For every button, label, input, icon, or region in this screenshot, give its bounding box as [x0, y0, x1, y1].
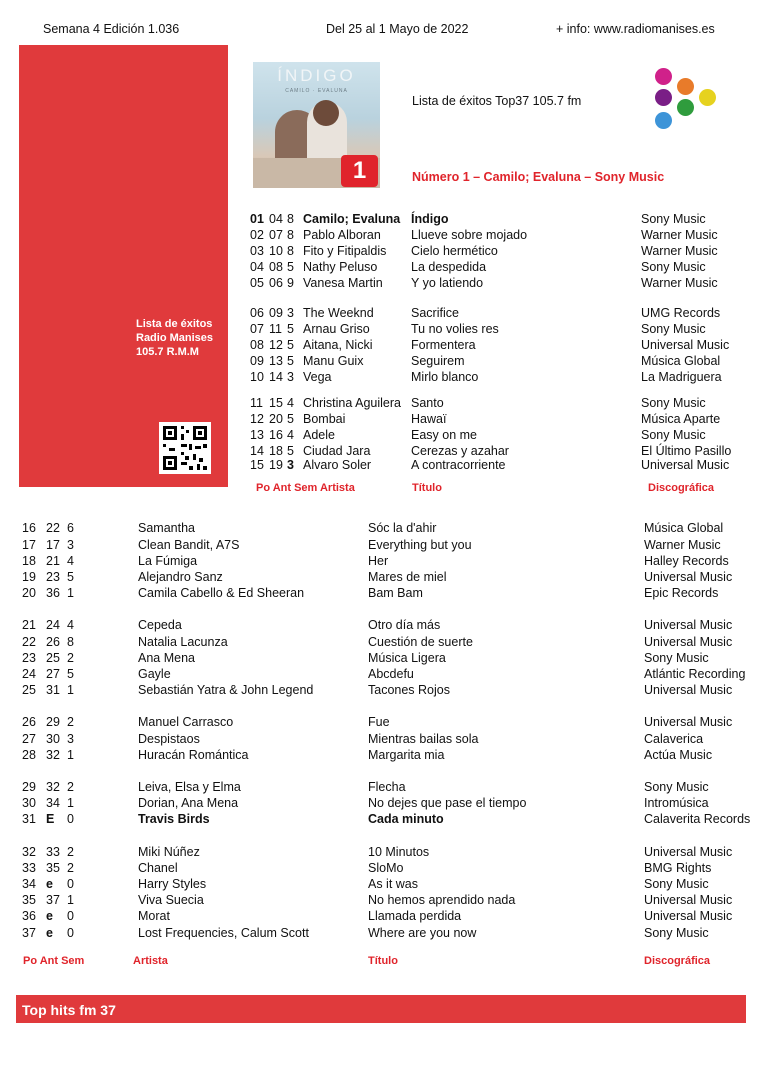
table-row — [22, 861, 757, 876]
table-row — [250, 322, 720, 337]
row-title: 10 Minutos — [368, 845, 430, 859]
row-artist: Manu Guix — [303, 354, 364, 368]
row-title: A contracorriente — [411, 458, 506, 472]
row-position: 27 — [22, 732, 36, 746]
row-label: Sony Music — [644, 780, 709, 794]
row-position: 14 — [250, 444, 264, 458]
date-range: Del 25 al 1 Mayo de 2022 — [326, 22, 469, 36]
row-position: 32 — [22, 845, 36, 859]
row-weeks: 5 — [287, 354, 294, 368]
row-weeks: 2 — [67, 715, 74, 729]
table-row — [250, 276, 720, 291]
table-row — [22, 538, 757, 553]
row-previous: 21 — [46, 554, 60, 568]
table-row — [22, 796, 757, 811]
row-previous: 37 — [46, 893, 60, 907]
row-artist: Samantha — [138, 521, 195, 535]
row-label: Actúa Music — [644, 748, 713, 762]
row-label: Sony Music — [641, 212, 706, 226]
chart-label: Lista de éxitos Top37 105.7 fm — [412, 94, 582, 108]
row-artist: Aitana, Nicki — [303, 338, 373, 352]
cover-figure — [313, 100, 339, 126]
row-weeks: 3 — [287, 306, 294, 320]
logo-dot — [655, 112, 672, 129]
album-cover-title: ÍNDIGO — [277, 66, 356, 85]
row-title: Margarita mia — [368, 748, 445, 762]
row-label: Sony Music — [641, 322, 706, 336]
row-label: Universal Music — [644, 715, 733, 729]
row-position: 11 — [250, 396, 263, 410]
row-position: 08 — [250, 338, 264, 352]
row-label: Atlántic Recording — [644, 667, 746, 681]
table-row — [22, 893, 757, 908]
row-label: Universal Music — [641, 458, 730, 472]
row-position: 01 — [250, 212, 264, 226]
row-previous: 19 — [269, 458, 283, 472]
row-artist: Viva Suecia — [138, 893, 204, 907]
row-label: Sony Music — [644, 651, 709, 665]
row-weeks: 1 — [67, 796, 74, 810]
row-label: Música Aparte — [641, 412, 721, 426]
row-position: 22 — [22, 635, 36, 649]
row-previous: 20 — [269, 412, 283, 426]
row-previous: 26 — [46, 635, 60, 649]
table-row — [250, 354, 720, 369]
table-row — [250, 260, 720, 275]
row-position: 07 — [250, 322, 264, 336]
row-artist: Fito y Fitipaldis — [303, 244, 387, 258]
row-label: Universal Music — [644, 570, 733, 584]
row-artist: Huracán Romántica — [138, 748, 249, 762]
row-previous: 33 — [46, 845, 60, 859]
row-position: 10 — [250, 370, 264, 384]
row-title: Bam Bam — [368, 586, 423, 600]
row-weeks: 4 — [67, 618, 74, 632]
row-label: Warner Music — [644, 538, 721, 552]
row-label: Universal Music — [644, 845, 733, 859]
table-row — [22, 554, 757, 569]
logo-dot — [677, 78, 694, 95]
row-position: 20 — [22, 586, 36, 600]
table-row — [250, 244, 720, 259]
row-position: 37 — [22, 926, 36, 940]
table-row — [22, 812, 757, 827]
row-previous: E — [46, 812, 55, 826]
row-previous: 34 — [46, 796, 60, 810]
rest-col-label: Discográfica — [644, 955, 711, 967]
row-title: As it was — [368, 877, 419, 891]
table-row — [22, 570, 757, 585]
row-title: Llamada perdida — [368, 909, 462, 923]
row-previous: 35 — [46, 861, 60, 875]
row-previous: 08 — [269, 260, 283, 274]
row-artist: Vega — [303, 370, 332, 384]
row-artist: Morat — [138, 909, 170, 923]
number-one-heading: Número 1 – Camilo; Evaluna – Sony Music — [412, 170, 665, 184]
rest-col-headers: Po Ant Sem — [23, 955, 85, 967]
row-previous: 13 — [269, 354, 283, 368]
row-label: Universal Music — [644, 683, 733, 697]
sidebar-label-line: 105.7 R.M.M — [136, 346, 199, 358]
row-previous: 36 — [46, 586, 60, 600]
table-row — [22, 732, 757, 747]
row-label: Warner Music — [641, 244, 718, 258]
row-title: Hawaï — [411, 412, 447, 426]
row-position: 29 — [22, 780, 36, 794]
row-artist: Camilo; Evaluna — [303, 212, 401, 226]
row-position: 12 — [250, 412, 264, 426]
sidebar-label-line: Radio Manises — [136, 332, 214, 344]
row-position: 30 — [22, 796, 36, 810]
row-title: Fue — [368, 715, 390, 729]
row-artist: Dorian, Ana Mena — [138, 796, 239, 810]
row-weeks: 2 — [67, 845, 74, 859]
table-row — [22, 877, 757, 892]
row-title: Easy on me — [411, 428, 478, 442]
row-label: Sony Music — [641, 428, 706, 442]
row-title: Cerezas y azahar — [411, 444, 509, 458]
row-weeks: 3 — [67, 732, 74, 746]
table-row — [250, 212, 720, 227]
row-weeks: 0 — [67, 877, 74, 891]
row-artist: Pablo Alboran — [303, 228, 381, 242]
row-label: La Madriguera — [641, 370, 722, 384]
table-row — [250, 396, 720, 411]
table-row — [22, 586, 757, 601]
row-previous: 07 — [269, 228, 283, 242]
row-artist: Chanel — [138, 861, 178, 875]
row-previous: 32 — [46, 780, 60, 794]
row-position: 28 — [22, 748, 36, 762]
row-label: Universal Music — [644, 909, 733, 923]
row-weeks: 2 — [67, 651, 74, 665]
row-position: 13 — [250, 428, 264, 442]
row-title: Seguirem — [411, 354, 465, 368]
row-label: Intromúsica — [644, 796, 709, 810]
sidebar-label — [136, 317, 226, 359]
row-previous: 12 — [269, 338, 283, 352]
row-previous: 29 — [46, 715, 60, 729]
row-previous: 06 — [269, 276, 283, 290]
logo-dot — [655, 68, 672, 85]
table-row — [22, 715, 757, 730]
row-artist: Alejandro Sanz — [138, 570, 223, 584]
row-title: Música Ligera — [368, 651, 446, 665]
row-title: No dejes que pase el tiempo — [368, 796, 527, 810]
row-previous: 18 — [269, 444, 283, 458]
row-previous: 11 — [269, 322, 282, 336]
row-label: Sony Music — [644, 877, 709, 891]
row-position: 04 — [250, 260, 264, 274]
row-artist: Alvaro Soler — [303, 458, 372, 472]
row-artist: Bombai — [303, 412, 346, 426]
row-artist: Natalia Lacunza — [138, 635, 228, 649]
row-previous: 32 — [46, 748, 60, 762]
row-title: Tu no volies res — [411, 322, 499, 336]
row-position: 02 — [250, 228, 264, 242]
row-position: 24 — [22, 667, 36, 681]
row-previous: 23 — [46, 570, 60, 584]
row-label: Música Global — [641, 354, 721, 368]
row-artist: Camila Cabello & Ed Sheeran — [138, 586, 305, 600]
row-artist: Travis Birds — [138, 812, 210, 826]
row-previous: e — [46, 926, 53, 940]
row-position: 06 — [250, 306, 264, 320]
row-label: Calaverita Records — [644, 812, 751, 826]
row-weeks: 9 — [287, 276, 294, 290]
row-title: Cuestión de suerte — [368, 635, 473, 649]
row-artist: La Fúmiga — [138, 554, 198, 568]
edition-label: Semana 4 Edición 1.036 — [43, 22, 180, 36]
row-label: Sony Music — [641, 260, 706, 274]
info-link[interactable]: + info: www.radiomanises.es — [556, 22, 715, 36]
row-title: Cada minuto — [368, 812, 444, 826]
row-label: BMG Rights — [644, 861, 712, 875]
logo-dot — [699, 89, 716, 106]
row-previous: 10 — [269, 244, 283, 258]
row-title: No hemos aprendido nada — [368, 893, 516, 907]
row-weeks: 6 — [67, 521, 74, 535]
sidebar-panel — [19, 45, 228, 487]
row-previous: 04 — [269, 212, 283, 226]
row-title: SloMo — [368, 861, 404, 875]
row-artist: Adele — [303, 428, 335, 442]
row-artist: The Weeknd — [303, 306, 374, 320]
row-artist: Lost Frequencies, Calum Scott — [138, 926, 309, 940]
row-position: 03 — [250, 244, 264, 258]
row-artist: Gayle — [138, 667, 171, 681]
row-weeks: 5 — [287, 444, 294, 458]
row-title: Sóc la d'ahir — [368, 521, 437, 535]
row-weeks: 1 — [67, 893, 74, 907]
row-position: 26 — [22, 715, 36, 729]
row-label: Warner Music — [641, 276, 718, 290]
logo-dot — [655, 89, 672, 106]
top15-col-label: Discográfica — [648, 482, 715, 494]
table-row — [250, 338, 730, 353]
row-previous: 24 — [46, 618, 60, 632]
row-artist: Cepeda — [138, 618, 182, 632]
row-weeks: 3 — [287, 370, 294, 384]
top15-col-title: Título — [412, 482, 442, 494]
row-position: 21 — [22, 618, 36, 632]
album-cover-subtitle: CAMILO · EVALUNA — [285, 88, 348, 94]
logo-dot — [677, 99, 694, 116]
table-row — [250, 428, 720, 443]
row-weeks: 8 — [287, 228, 294, 242]
row-label: Música Global — [644, 521, 724, 535]
top15-col-headers: Po Ant Sem Artista — [256, 482, 355, 494]
row-artist: Ciudad Jara — [303, 444, 371, 458]
row-position: 18 — [22, 554, 36, 568]
row-title: Índigo — [411, 212, 449, 226]
rest-col-artist: Artista — [133, 955, 168, 967]
row-artist: Arnau Griso — [303, 322, 370, 336]
row-title: Where are you now — [368, 926, 477, 940]
table-row — [22, 748, 757, 763]
row-artist: Sebastián Yatra & John Legend — [138, 683, 314, 697]
row-weeks: 0 — [67, 926, 74, 940]
row-artist: Manuel Carrasco — [138, 715, 234, 729]
number-one-badge: 1 — [341, 155, 378, 187]
row-position: 15 — [250, 458, 264, 472]
row-title: Otro día más — [368, 618, 441, 632]
row-title: Formentera — [411, 338, 476, 352]
row-position: 23 — [22, 651, 36, 665]
row-position: 16 — [22, 521, 36, 535]
row-artist: Miki Núñez — [138, 845, 200, 859]
row-artist: Nathy Peluso — [303, 260, 378, 274]
row-weeks: 8 — [287, 212, 294, 226]
row-artist: Christina Aguilera — [303, 396, 401, 410]
row-position: 09 — [250, 354, 264, 368]
row-weeks: 0 — [67, 812, 74, 826]
table-row — [250, 306, 720, 321]
rest-col-title: Título — [368, 955, 398, 967]
row-label: Warner Music — [641, 228, 718, 242]
row-previous: 15 — [269, 396, 283, 410]
row-title: La despedida — [411, 260, 487, 274]
row-weeks: 5 — [287, 412, 294, 426]
row-title: Flecha — [368, 780, 406, 794]
row-position: 17 — [22, 538, 36, 552]
row-previous: e — [46, 909, 53, 923]
row-weeks: 4 — [287, 428, 294, 442]
row-title: Y yo latiendo — [411, 276, 484, 290]
table-row — [22, 845, 757, 860]
table-row — [22, 651, 757, 666]
row-position: 35 — [22, 893, 36, 907]
row-artist: Clean Bandit, A7S — [138, 538, 240, 552]
table-row — [250, 458, 730, 473]
row-artist: Ana Mena — [138, 651, 195, 665]
table-row — [250, 228, 720, 243]
row-artist: Leiva, Elsa y Elma — [138, 780, 241, 794]
row-title: Tacones Rojos — [368, 683, 450, 697]
row-title: Llueve sobre mojado — [411, 228, 528, 242]
row-weeks: 5 — [287, 322, 294, 336]
row-label: Universal Music — [641, 338, 730, 352]
row-weeks: 8 — [287, 244, 294, 258]
row-title: Cielo hermético — [411, 244, 498, 258]
row-label: UMG Records — [641, 306, 721, 320]
row-position: 34 — [22, 877, 36, 891]
table-row — [22, 909, 757, 924]
row-artist: Despistaos — [138, 732, 200, 746]
row-title: Abcdefu — [368, 667, 414, 681]
row-label: Epic Records — [644, 586, 719, 600]
row-weeks: 8 — [67, 635, 74, 649]
row-weeks: 4 — [287, 396, 294, 410]
row-title: Sacrifice — [411, 306, 459, 320]
row-title: Her — [368, 554, 389, 568]
row-weeks: 5 — [287, 260, 294, 274]
row-label: Sony Music — [644, 926, 709, 940]
row-artist: Vanesa Martin — [303, 276, 383, 290]
row-label: Sony Music — [641, 396, 706, 410]
sidebar-label-line: Lista de éxitos — [136, 318, 213, 330]
row-weeks: 3 — [67, 538, 74, 552]
row-title: Santo — [411, 396, 444, 410]
row-weeks: 5 — [67, 570, 74, 584]
row-previous: 17 — [46, 538, 60, 552]
table-row — [22, 683, 757, 698]
row-weeks: 5 — [67, 667, 74, 681]
table-row — [250, 444, 732, 459]
bottom-banner-text: Top hits fm 37 — [22, 1002, 116, 1018]
row-label: Halley Records — [644, 554, 729, 568]
row-previous: 14 — [269, 370, 283, 384]
row-weeks: 1 — [67, 586, 74, 600]
row-title: Everything but you — [368, 538, 472, 552]
row-label: Universal Music — [644, 635, 733, 649]
table-row — [22, 780, 757, 795]
row-label: Universal Music — [644, 893, 733, 907]
row-previous: 09 — [269, 306, 283, 320]
row-position: 36 — [22, 909, 36, 923]
bottom-banner — [16, 995, 746, 1023]
row-weeks: 3 — [287, 458, 294, 472]
row-position: 25 — [22, 683, 36, 697]
table-row — [22, 618, 757, 633]
row-title: Mientras bailas sola — [368, 732, 479, 746]
table-row — [250, 370, 720, 385]
row-position: 19 — [22, 570, 36, 584]
row-weeks: 2 — [67, 780, 74, 794]
row-previous: 31 — [46, 683, 60, 697]
row-position: 33 — [22, 861, 36, 875]
row-label: Universal Music — [644, 618, 733, 632]
table-row — [22, 667, 757, 682]
row-label: El Último Pasillo — [641, 444, 732, 458]
table-row — [22, 926, 757, 941]
row-title: Mares de miel — [368, 570, 447, 584]
row-previous: 16 — [269, 428, 283, 442]
row-weeks: 0 — [67, 909, 74, 923]
row-position: 31 — [22, 812, 36, 826]
row-weeks: 5 — [287, 338, 294, 352]
qr-code-icon[interactable] — [159, 422, 211, 474]
row-label: Calaverica — [644, 732, 704, 746]
row-weeks: 1 — [67, 683, 74, 697]
row-previous: 30 — [46, 732, 60, 746]
table-row — [22, 521, 757, 536]
table-row — [22, 635, 757, 650]
row-weeks: 1 — [67, 748, 74, 762]
row-previous: 25 — [46, 651, 60, 665]
row-weeks: 4 — [67, 554, 74, 568]
row-title: Mirlo blanco — [411, 370, 479, 384]
row-position: 05 — [250, 276, 264, 290]
row-weeks: 2 — [67, 861, 74, 875]
row-previous: 22 — [46, 521, 60, 535]
row-previous: e — [46, 877, 53, 891]
row-artist: Harry Styles — [138, 877, 207, 891]
table-row — [250, 412, 720, 427]
row-previous: 27 — [46, 667, 60, 681]
